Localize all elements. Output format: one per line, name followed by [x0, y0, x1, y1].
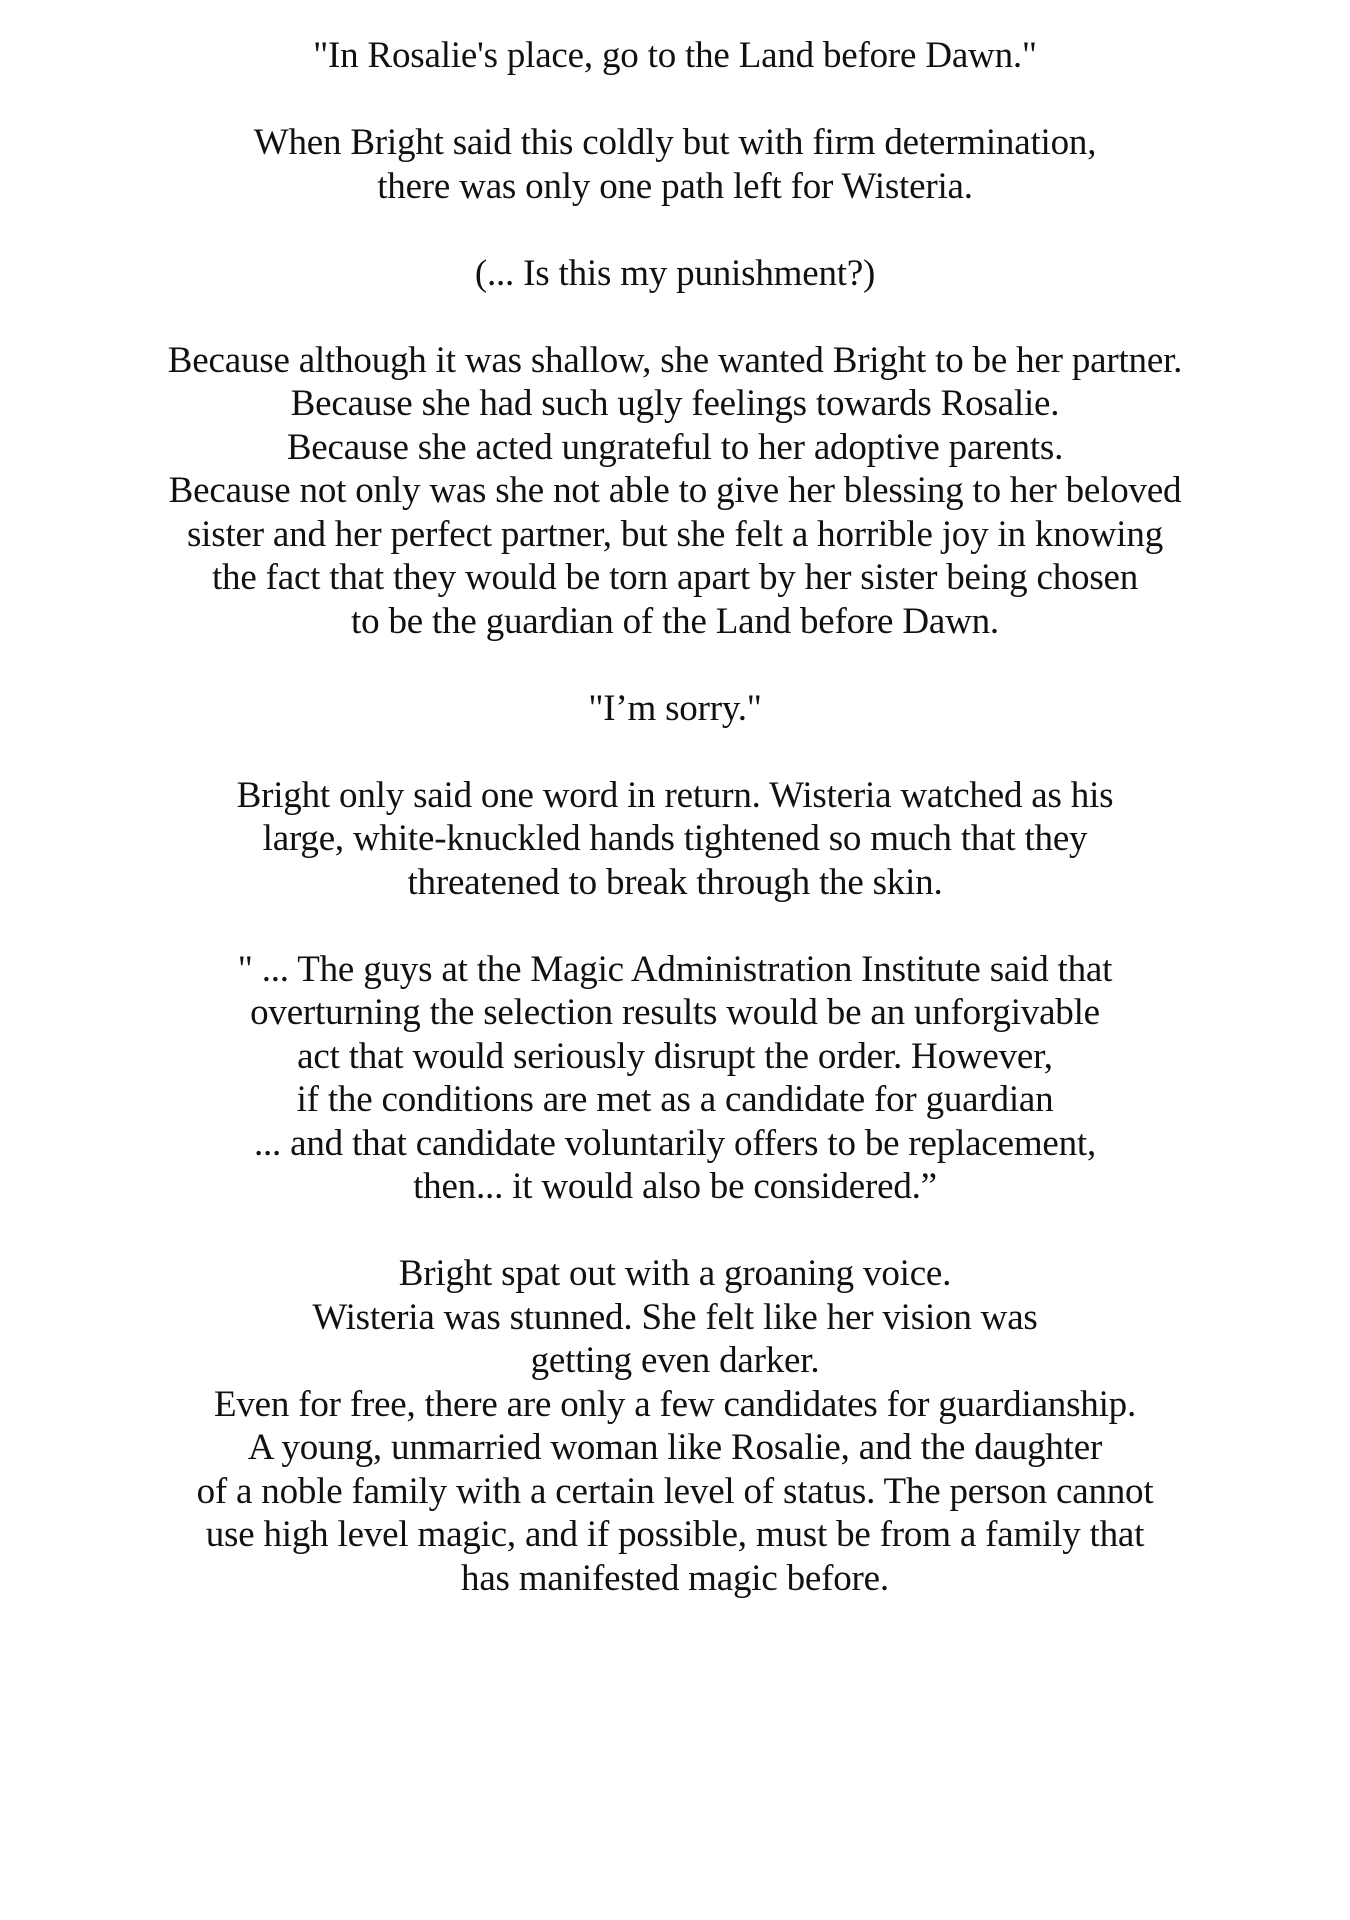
paragraph-narration-path: [0, 121, 1350, 208]
paragraph-dialogue-sorry: [0, 687, 1350, 731]
text-line: then... it would also be considered.”: [413, 1166, 937, 1207]
text-line: large, white-knuckled hands tightened so much that they: [262, 818, 1088, 859]
text-line: Wisteria was stunned. She felt like her vision was: [312, 1296, 1038, 1338]
text-line: (... Is this my punishment?): [474, 252, 876, 294]
text-line: of a noble family with a certain level of status. The person cannot: [196, 1470, 1154, 1512]
text-line: Even for free, there are only a few candidates for guardianship.: [213, 1383, 1137, 1425]
document-page: [0, 34, 1350, 1644]
text-line: to be the guardian of the Land before Dawn.: [351, 600, 999, 642]
text-line: threatened to break through the skin.: [407, 861, 943, 903]
paragraph-dialogue-order: [0, 34, 1350, 78]
text-line: Bright only said one word in return. Wisteria watched as his: [236, 774, 1114, 816]
paragraph-because-list: [0, 339, 1350, 644]
text-line: use high level magic, and if possible, must be from a family that: [205, 1514, 1145, 1555]
text-line: A young, unmarried woman like Rosalie, and the daughter: [247, 1427, 1103, 1468]
text-line: Because although it was shallow, she wanted Bright to be her partner.: [167, 339, 1183, 381]
text-line: Because not only was she not able to give her blessing to her beloved: [168, 470, 1182, 511]
paragraph-dialogue-institute: [0, 948, 1350, 1209]
text-line: Bright spat out with a groaning voice.: [398, 1253, 952, 1294]
paragraph-inner-thought: [0, 252, 1350, 296]
text-line: " ... The guys at the Magic Administration Institute said that: [237, 948, 1113, 990]
text-line: ... and that candidate voluntarily offers to be replacement,: [253, 1122, 1097, 1164]
text-line: overturning the selection results would be an unforgivable: [250, 992, 1100, 1033]
text-line: has manifested magic before.: [461, 1557, 889, 1599]
paragraph-narration-candidates: [0, 1252, 1350, 1600]
text-line: "I’m sorry.": [588, 687, 762, 729]
text-line: getting even darker.: [530, 1340, 820, 1381]
text-line: Because she acted ungrateful to her adoptive parents.: [286, 426, 1064, 468]
text-line: if the conditions are met as a candidate for guardian: [296, 1079, 1054, 1120]
text-line: When Bright said this coldly but with firm determination,: [253, 122, 1097, 163]
text-line: act that would seriously disrupt the order. However,: [297, 1035, 1053, 1077]
text-line: there was only one path left for Wisteria.: [377, 165, 973, 207]
text-line: the fact that they would be torn apart by her sister being chosen: [211, 557, 1139, 598]
paragraph-narration-hands: [0, 774, 1350, 905]
text-line: sister and her perfect partner, but she felt a horrible joy in knowing: [186, 513, 1163, 555]
text-line: "In Rosalie's place, go to the Land before Dawn.": [313, 35, 1037, 76]
text-line: Because she had such ugly feelings towards Rosalie.: [290, 383, 1060, 424]
